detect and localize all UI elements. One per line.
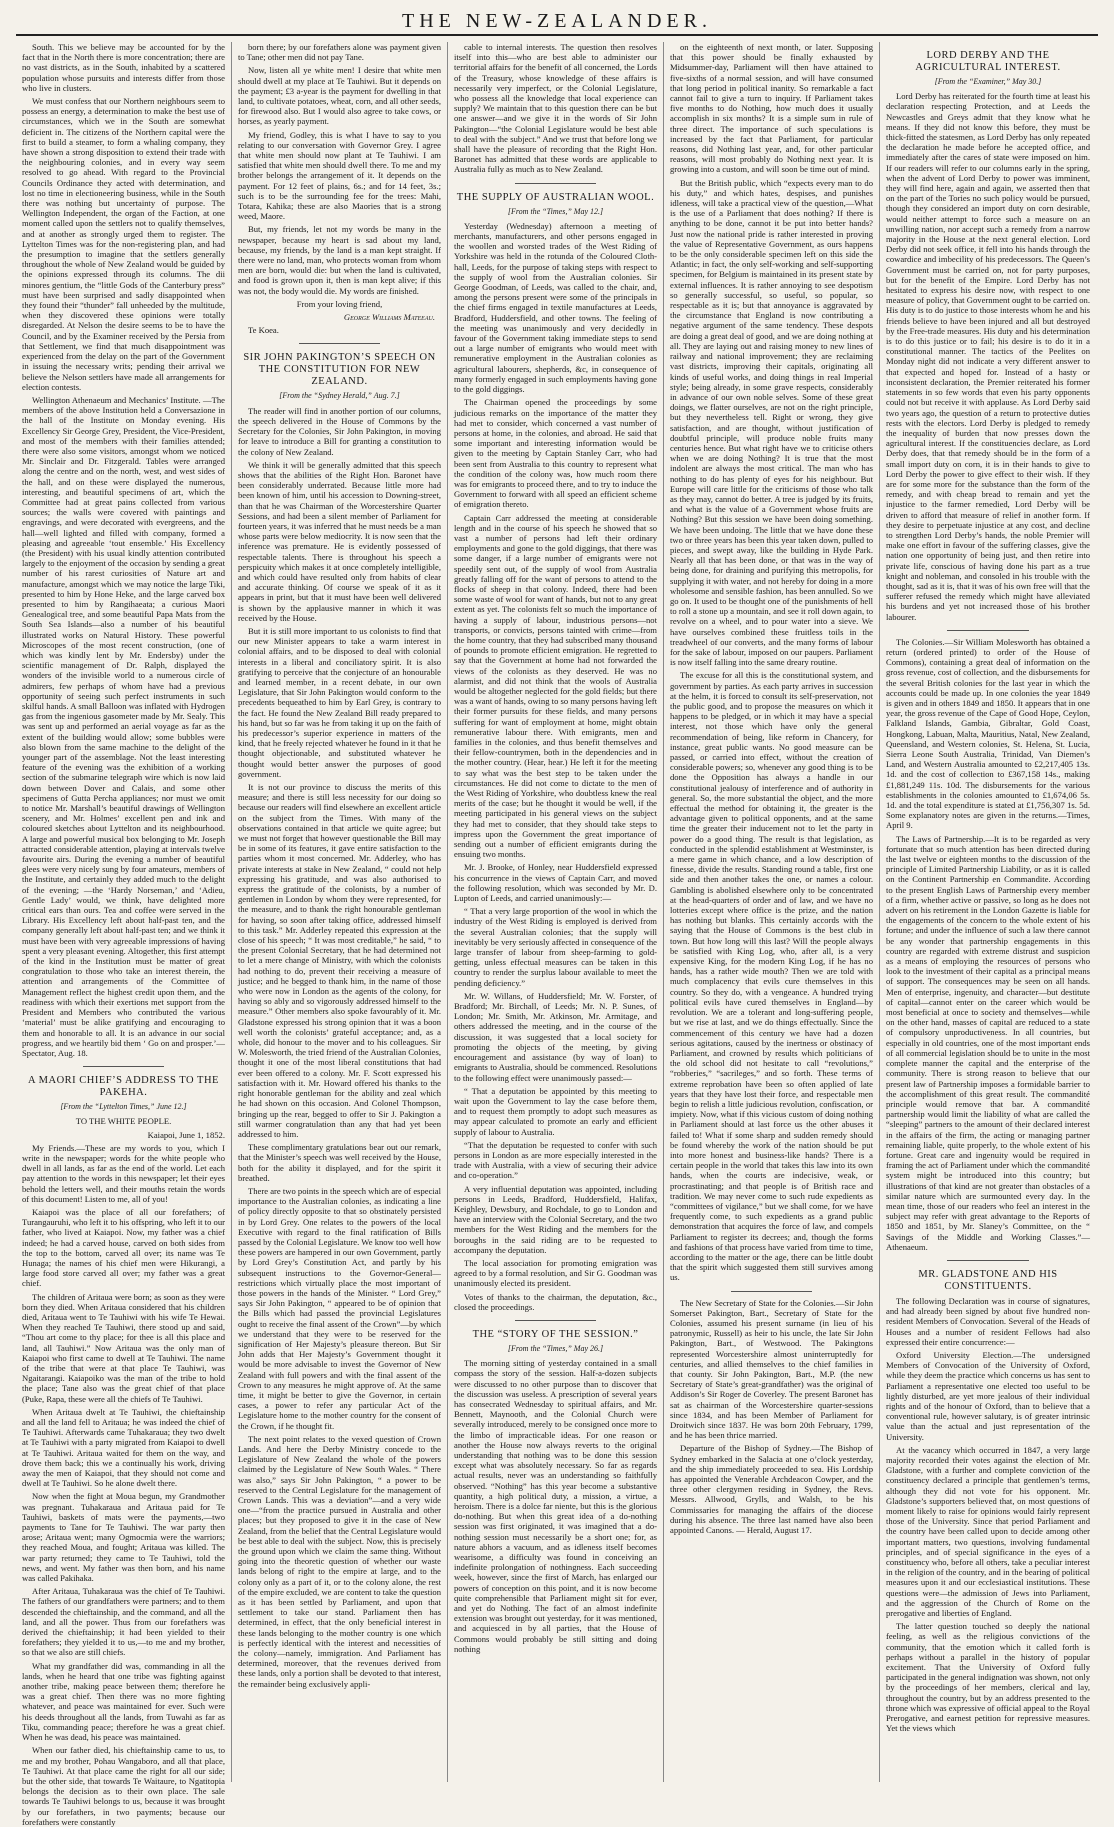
column-3 xyxy=(448,42,664,1782)
paragraph: The latter question touched so deeply the national feeling, as well as the religious convictions of the community, that the emotion which it called forth is perhaps without a parallel in the history of popular excitement. That the University of Oxford fully participated in the general indignation was shown, not only by the proceedings of her members, clerical and lay, throughout the country, but by an address presented to the throne which was expressive of official appeal to the Royal Prerogative, and earnest petition for repressive measures. Yet the views which xyxy=(886,1621,1090,1734)
article-heading: THE “STORY OF THE SESSION.” xyxy=(472,1328,639,1340)
column-5 xyxy=(880,42,1096,1782)
columns xyxy=(16,42,1098,1827)
article-heading: THE SUPPLY OF AUSTRALIAN WOOL. xyxy=(456,191,655,203)
paragraph: There are two points in the speech which are of especial importance to the Australian colonies, as indicating a line of policy directly opposite to that so obstinately persisted in by Lord Grey. One relates to the powers of the local Executive with regard to the final ratification of Bills passed by the Colonial Legislature. We know too well how these powers are hampered in our own Government, partly by Lord Grey’s Constitution Act, and partly by his subsequent instructions to the Governor-General—restrictions which virtually place the most important of those powers in the hands of the Minister. “ Lord Grey,” says Sir John Pakington, “ appeared to be of opinion that the Bills which had passed the provincial Legislatures ought to receive the final assent of the Crown”—by which we understand that they were to be reserved for the signification of Her Majesty’s pleasure thereon. But Sir John adds that Her Majesty’s Government thought it would be more advisable to invest the Governor of New Zealand with full powers and with the final assent of the Crown to any measures he might approve of. At the same time, it might be better to give the Governor, in certain cases, a power to refer any particular Act of the Legislature home to the mother country for the consent of the Crown, if he thought fit. xyxy=(238,1185,441,1431)
paragraph: After Aritaua, Tuhakaraua was the chief of Te Tauhiwi. The fathers of our grandfathers were partners; and to them descended the chieftainship, and the command, and all the land, and all the power. Thus from our forefathers was derived the chieftainship; it had been yielded to their forefathers; they yielded it to us,—to me and my brother, so that we also are still chiefs. xyxy=(22,1586,225,1658)
paragraph: “ That a deputation be appointed by this meeting to wait upon the Government to lay the case before them, and to request them promptly to adopt such measures as may appear calculated to promote an early and efficient supply of labour to Australia. xyxy=(454,1085,657,1137)
subheading: TO THE WHITE PEOPLE. xyxy=(75,1116,172,1127)
paragraph: What my grandfather did was, commanding in all the lands, when he heard that one tribe was fighting against another tribe, making peace between them; therefore he was a great chief. Then there was no more fighting whatever, and peace was maintained for ever. Such were his deeds throughout all the lands, from Tuwahi as far as Tiku, commanding peace; therefore he was a great chief. When he was dead, his peace was maintained. xyxy=(22,1660,225,1743)
paragraph: “ That a very large proportion of the wool in which the industry of the West Riding is employed is derived from the several Australian colonies; that the supply will inevitably be very seriously affected in consequence of the large transfer of labour from sheep-farming to gold-getting, unless effectual measures can be taken in this country to render the surplus labour available to meet the pending deficiency.” xyxy=(454,906,657,988)
paragraph: But it is still more important to us colonists to find that our new Minister appears to take a warm interest in colonial affairs, and to be disposed to deal with colonial interests in a liberal and conciliatory spirit. It is also gratifying to perceive that the conjecture of an honourable and learned member, in a recent debate, in our own Legislature, that Sir John Pakington would conform to the precedents bequeathed to him by Earl Grey, is contrary to the fact. He found the New Zealand Bill ready prepared to his hand, but so far was he from taking it up on the faith of his predecessor’s superior experience in matters of the kind, that he freely rejected whatever he found in it that he thought objectionable, and substituted whatever he thought would better answer the purposes of good government. xyxy=(238,625,441,779)
article-source: [From the “Times,” May 12.] xyxy=(507,206,604,216)
paragraph: But the British public, which “expects every man to do his duty,” and which hates, despises, and punishes idleness, will take a practical view of the question,—What is the use of a Parliament that does nothing? If there is anything to be done, cannot it be put into better hands? Just now the national pride is rather interested in proving the value of Representative Government, as ours happens to be the only considerable specimen left on this side the Atlantic; in fact, the only self-working and self-supporting specimen, for Belgium is maintained in its present state by external influences. It is rather annoying to see despotism so generally successful, so useful, so popular, so respectable as it is; but that annoyance is aggravated by the circumstance that England is now contributing a negative argument of the same tendency. These despots are doing a great deal of good, and we are doing nothing at all. They are laying out and raising money to new lines of railway and national improvement; they are reclaiming vast districts, improving their capitals, originating all kinds of useful works, and doing things in real Imperial style; being already, in some grave respects, considerably in advance of our own noble selves. Some of these great doings, we flatter ourselves, are not on the right principle, but they nevertheless tell. Right or wrong, they give satisfaction, and are thought, without justification of doubtful principle, will produce noble fruits many centuries hence. But what right have we to criticise others when we are doing Nothing? It is true that the most indolent are always the most critical. The man who has nothing to do has plenty of eyes for his neighbour. But Europe will care little for the criticisms of those who talk as they may, cannot do better. A tree is judged by its fruits, and what is the value of a Government whose fruits are Nothing? But this session we have been doing something. We have been undoing. The little that we have done these two or three years has been this year taken down, pulled to pieces, and swept away, like the building in Hyde Park. Nearly all that has been done, or that was in the way of being done, for draining and purifying this metropolis, for supplying it with water, and not hereby for doing in a more wholesome and sensible fashion, has been annulled. So we go on. It used to be thought one of the punishments of hell to roll a stone up a mountain, and see it roll down again, to revolve on a wheel, and to pour water into a sieve. We have ourselves combined these fruitless toils in the treadwheel of our converts, and the many forms of labour for the sake of labour, imposed on our paupers. Parliament is now itself falling into the same dreary routine. xyxy=(670,177,873,668)
paragraph: The next point relates to the vexed question of Crown Lands. And here the Derby Ministry concede to the Legislature of New Zealand the whole of the powers claimed by the Legislature of New South Wales. “ There was also,” says Sir John Pakington, “ a power to be reserved to the Central Legislature for the management of Crown Lands. This was a deviation”—and a very wide one—“from the practice pursued in Australia and other places; but they proposed to give it in the case of New Zealand, from the belief that the Central Legislature would be best able to deal with the subject. Now, this is precisely the ground upon which we claim the same thing. Without going into the theoretic question of whether our waste lands belong of right to the empire at large, and to the colony only as a part of it, or to the colony alone, the rest of the empire excluded, we are content to take the question as it has been settled by Parliament, and upon that settlement to take our stand. Parliament then has determined, in effect, that the only beneficial interest in these lands belonging to the mother country is one which is perfectly identical with the interest and necessities of the colony—namely, immigration. And Parliament has determined, moreover, that the revenues derived from these lands, only a portion shall be devoted to that interest, the remainder being exclusively appli- xyxy=(238,1433,441,1689)
paragraph: The Chairman opened the proceedings by some judicious remarks on the importance of the matter they had met to consider, which concerned a vast number of persons at home, in the colonies, and abroad. He said that some important and interesting information would be given to the meeting by Captain Stanley Carr, who had been sent from Australia to this country to represent what the condition of the colony was, how much room there was for emigrants to proceed there, and to try to induce the Government to forward with all speed an efficient scheme of emigration thereto. xyxy=(454,397,657,510)
paragraph: At the vacancy which occurred in 1847, a very large majority recorded their votes against the election of Mr. Gladstone, with a further and complete conviction of the constituency declared a principle that gentlemen’s terms, although they did not vote for his opponent. Mr. Gladstone’s supporters believed that, on most questions of moment likely to raise for opinions would fairly represent those of the University. Since that period Parliament and the country have been called upon to decide among other important matters, two questions, involving fundamental principles, and of special significance in the eyes of a constituency who, before all others, take a peculiar interest in the religion of the country, and in the bearing of political measures upon it and our ecclesiastical institutions. These questions were—the admission of Jews into Parliament, and the aggression of the Church of Rome on the prerogative and liberties of England. xyxy=(886,1444,1090,1619)
paragraph: South. This we believe may be accounted for by the fact that in the North there is more concentration; there are no vast districts, as in the South, inhabited by a scattered population whose pursuits and interests differ from those who live in clusters. xyxy=(22,42,225,93)
paragraph: Departure of the Bishop of Sydney.—The Bishop of Sydney embarked in the Salacia at one o’clock yesterday, and the ship immediately proceeded to sea. His Lordship has appointed the Venerable Archdeacon Cowper, and the three other clergymen residing in Sydney, the Revs. Messrs. Allwood, Grylls, and Walsh, to be his Commissaries for managing the affairs of the diocese during his absence. The three last named have also been appointed Canons. — Herald, August 17. xyxy=(670,1443,873,1536)
divider xyxy=(83,1066,164,1067)
paragraph: The New Secretary of State for the Colonies.—Sir John Somerset Pakington, Bart., Secretary of State for the Colonies, assumed his present surname (in lieu of his patronymic, Russell) as heir to his uncle, the late Sir John Pakington, Bart., of Westwood. The Pakingtons represented Worcestershire almost uninterruptedly for centuries, and allied themselves to the chief families in that county. Sir John Pakington, Bart., M.P. (the new Secretary of State’s great-grandfather) was the original of Addison’s Sir Roger de Coverley. The present Baronet has sat as chairman of the Worcestershire quarter-sessions since 1834, and has been Member of Parliament for Droitwich since 1837. He was born 20th February, 1799, and he has been thrice married. xyxy=(670,1297,873,1441)
divider xyxy=(515,1320,596,1321)
paragraph: When our father died, his chieftainship came to us, to me and my brother, Pohau Wangaboro, and all that place, Te Tauhiwi. At that place came the right for all our side; but the other side, that towards Te Waitaure, to Ngatitopia belongs the decision as to their own place. The sale towards Te Tauhiwi belongs to us, because it was brought by our forefathers, in two payments; because our forefathers were constantly xyxy=(22,1745,225,1827)
farewell: From your loving friend, xyxy=(296,298,383,309)
paragraph: Now when the fight at Moua begun, my Grandmother was pregnant. Tuhakaraua and Aritaua paid for Te Tauhiwi, baskets of mats were the payments,—two payments to Tane for Te Tauhiwi. The war party then arose; Aritaua went; many Ogmocmia were the warriors; they reached Moua, and fought; Aritaua was killed. The war party returned; they came to Te Tauhiwi, told the news, and went. My father was then born, and his name was called Pakihaka. xyxy=(22,1491,225,1584)
article-heading: MR. GLADSTONE AND HIS CONSTITUENTS. xyxy=(918,1268,1058,1292)
addressee: Te Koea. xyxy=(248,325,279,336)
paragraph: The Colonies.—Sir William Molesworth has obtained a return (ordered printed) to order of the House of Commons), containing a great deal of information on the gross revenue, cost of collection, and the disbursements for the several British colonies for the last year in which the accounts could be made up. In one colonies the year 1849 is given and in others 1849 and 1850. It appears that in one year, the gross revenue of the Cape of Good Hope, Ceylon, Falkland Islands, Gambia, Gibraltar, Gold Coast, Hongkong, Labuan, Malta, Mauritius, Natal, New Zealand, Queensland, and Western colonies, St. Helena, St. Lucia, Sierra Leone South Australia, Trinidad, Van Diemen’s Land, and Western Australia amounted to £2,217,405 13s. 1d. and the cost of collection to £367,158 14s., making £1,881,249 11s. 10d. The disbursements for the various establishments in the colonies amounted to £1,674,06 5s. 1d. and the total expenditure is stated at £1,756,307 1s. 5d. Some explanatory notes are given in the returns.—Times, April 9. xyxy=(886,636,1090,831)
paragraph: cable to internal interests. The question then resolves itself into this—who are best able to administer our territorial affairs for the benefit of all concerned, the Lords of the Treasury, whose knowledge of these affairs is necessarily very imperfect, or the Colonial Legislature, who possess all the knowledge that local experience can supply? We maintain that to this question there can be but one answer—and we give it in the words of Sir John Pakington—“the Colonial Legislature would be best able to deal with the subject.” And we trust that before long we shall have the pleasure of recording that the Right Hon. Baronet has admitted that these words are applicable to Australia fully as much as to New Zealand. xyxy=(454,42,657,175)
paragraph: Lord Derby has reiterated for the fourth time at least his declaration respecting Protection, and at Leeds the Newcastles and Greys admit that they know what he means. If they did not know this before, they must be thick-fitted the statesmen, as Lord Derby has only repeated the declaration he made before he accepted office, and immediately after the cares of state were imposed on him. If our readers will refer to our columns early in the spring, when the advent of Lord Derby to power was imminent, they will find here, again and again, we asserted then that on the part of the Tories no such policy would be pursued, though they considered an import duty on corn desirable, would neither attempt to force such a measure on an unwilling nation, nor accept such a remedy from a narrow majority in the House at the next general election. Lord Derby did not seek office, it fell into his hands through the cowardice and imbecility of his predecessors. The Queen’s Government must be carried on, not for party purposes, but for the benefit of the Empire. Lord Derby has not hesitated to express his desire now, with respect to one measure of policy, that Government ought to be carried on. His duty is to do justice to those interests whom he and his friends believe to have been injured and all but destroyed by the Free-trade measures. His duty and his determination is to do this justice or to fail; his desire is to do it in a constitutional manner. The tactics of the Peelites on Monday night did not indicate a very different answer to that expected and hoped for. Instead of a hasty or inconsistent declaration, the Premier reiterated his former statements in so few words that even his party opponents could not but receive it with applause. As Lord Derby said two years ago, the question of a return to protective duties rests with the electors. Lord Derby is pledged to remedy the inequality of burden that now presses down the agricultural interest. If the constituencies declare, as Lord Derby does, that that remedy should be in the form of a small import duty on corn, it is in their hands to give to Lord Derby the power to give effect to their wish. If they are for some more for the substance than the form of the remedy, and with cheap bread to remain and yet the injustice to the farmer remedied, Lord Derby will be driven to afford that measure of relief in another form. If they desire to perpetuate injustice at any cost, and decline to strengthen Lord Derby’s hands, the noble Premier will make one effort in favour of the suffering classes, give the nation one opportunity of being just, and then retire into private life, conscious of having done his part as a true knight and nobleman, and consoled in his trouble with the thought, sad as it is, that it was of his own free will that the sufferer refused the remedy which might have alleviated his burdens and yet not increased those of his brother labourer. xyxy=(886,91,1090,622)
paragraph: When Aritaua dwelt at Te Tauhiwi, the chieftainship and all the land fell to Aritaua; he was indeed the chief of Te Tauhiwi. Afterwards came Tuhakaraua; they two dwelt at Te Tauhiwi with a party migrated from Kaiapoi to dwell at Te Tauhiwi. Aritaua waited for them on the way, and drove them back; this we a continually his work, driving away the men of Kaiapoi, that they should not come and dwell at Te Tauhiwi. So he alone dwelt there. xyxy=(22,1406,225,1489)
paragraph: The excuse for all this is the constitutional system, and government by parties. As each party arrives in succession at the helm, it is forced to consult its self-preservation, not the public good, and to propose the measures on which it happens to be pledged, or in which it may have a special interest, not those which have only the general recommendation of being, like reform in Chancery, for instance, great public wants. No good measure can be passed, or carried into effect, without the creation of considerable powers; so, whenever any good thing is to be done the Opposition has always a handle in our constitutional jealousy of interference and of authority in general. So, the more substantial the object, and the more effectual the method for obtaining it, the greater is the advantage given to political opponents, and at the same time the greater their inducement not to let the party in power do a good thing. The result is that legislation, as conducted in the splendid establishment at Westminster, is a mere game in which chance, and a low description of finesse, divide the results. Standing round a table, first one side and then another takes the one, or names a colour. Gambling is abolished elsewhere only to be concentrated at the head-quarters of order and of law, and we have no lotteries except where office is the prize, and the nation has nothing but blanks. This certainly accords with the saying that the House of Commons is the best club in town. But how long will this last? Will the people always be satisfied with King Log, who, after all, is a very expensive King, for the modern King Log, if he has no hands, has a rather wide mouth? Then we are told with much complacency that evils cure themselves in this country. So they do, with a vengeance. A hundred trying political evils have cured themselves in England—by revolution. We are a tolerant and long-suffering people, but we rise at last, and we do things effectually. Since the commencement of this century we have had a dozen serious agitations, caused by the inertness or obstinacy of Parliament, and crowned by results which politicians of the old school did not hesitate to call “revolutions,” “robberies,” “sacrileges,” and so forth. These terms of extreme reprobation have been so often applied of late years that they have lost their force, and respectable men begin to relish a little judicious revolution, confiscation, or impiety. Now, what if this vicious custom of doing nothing in Parliament should at last force us the other abuses it failed to! What if some sharp and sudden remedy should be found whereby the work of the nation should be put into more honest and business-like hands? There is a certain people in the world that takes this law into its own hands, when the courts are indecisive, weak, or procrastinating; and that people is of British race and tradition. We may never come to such rude expedients as “committees of vigilance,” but we shall come, for we have frequently come, to such expedients as a grand public demonstration that acquires the force of law, and compels Parliament to register its decrees; and, though the forms and fashions of that process have varied from time to time, according to the matter or the age, there can be little doubt that the spirit which suggested them still survives among us. xyxy=(670,670,873,1283)
paragraph: We think it will be generally admitted that this speech shows that the abilities of the Right Hon. Baronet have been considerably underrated. Because little more had been known of him, until his accession to Downing-street, than that he was Chairman of the Worcestershire Quarter Sessions, and had been a silent member of Parliament for fourteen years, it was inferred that he must needs be a man whose parts were below mediocrity. It is now seen that the inference was premature. He is evidently possessed of respectable talents. There is throughout his speech a perspicuity which makes it at once completely intelligible, and which could have resulted only from habits of clear and accurate thinking. Of course we speak of it as it appears in print, but that it must have been well delivered is shown by the applausive manner in which it was received by the House. xyxy=(238,459,441,623)
masthead: THE NEW-ZEALANDER. xyxy=(16,8,1098,36)
paragraph: A very influential deputation was appointed, including persons in Leeds, Bradford, Huddersfield, Halifax, Keighley, Dewsbury, and Rochdale, to go to London and have an interview with the Colonial Secretary, and the two members for the West Riding and the members for the boroughs in the said riding are to be requested to accompany the deputation. xyxy=(454,1183,657,1255)
paragraph: We must confess that our Northern neighbours seem to possess an energy, a determination to make the best use of circumstances, which we in the South are somewhat deficient in. The citizens of the Northern capital were the first to build a steamer, to form a whaling company, they have shown a strong disposition to extend their trade with the neighbouring colonies, and in every way seem resolved to go ahead. With regard to the Provincial Councils Ordinance they acted with determination, and lost no time in electioneering business, while in the South there was nothing but uncertainty of purpose. The Wellington Independent, the organ of the Faction, at one moment called upon the settlers not to qualify themselves, and at another as strongly urged them to register. The Lyttelton Times was for the non-registering plan, and had the presumption to imagine that the settlers generally throughout the whole of New Zealand would be guided by the opinions expressed through its columns. The dii minores gentium, the “little Gods of the Canterbury press” must have been surprised and sadly disappointed when they found their “thunder” fall unheeded by the multitude, when they discovered these opinions were totally disregarded. At Nelson the desire seems to be to have the Council, and by the Examiner received by the Persia from that Settlement, we find that much disappointment was experienced from the delay on the part of the Government in issuing the necessary writs; pending their arrival we believe the Nelson settlers have made all arrangements for election contests. xyxy=(22,96,225,392)
paragraph: The morning sitting of yesterday contained in a small compass the story of the session. Half-a-dozen subjects were discussed to no other purpose than to discover that the discussion was useless. A prescription of several years has consecrated Wednesday to spiritual affairs, and Mr. Bennett, Maynooth, and the Colonial Church were severally introduced, merely to be consigned once more to the limbo of impracticable ideas. For one reason or another the House now always reverts to the original understanding that nothing was to be done this session except what was absolutely necessary. So far as regards actual results, never was an understanding so faithfully observed. “Nothing” has this year become a substantive quantity, a high political duty, a mission, a virtue, a heroism. There is a dolce far niente, but this is the glorious do-nothing. But when this great idea of a do-nothing session was first originated, it was imagined that a do-nothing session must necessarily be a short one; for, as nature abhors a vacuum, and as idleness itself becomes wearisome, a difficulty was found in conceiving an indefinite prolongation of nothingness. Each succeeding week, however, since the first of March, has enlarged our powers of conception on this point, and it is now become quite comprehensible that Parliament might sit for ever, and yet do Nothing. The fact of an almost indefinite extension was brought out yesterday, for it was mentioned, and acquiesced in by all parties, that the House of Commons would probably be still sitting and doing nothing xyxy=(454,1358,657,1654)
dateline: Kaiapoi, June 1, 1852. xyxy=(147,1129,225,1140)
article-heading: A MAORI CHIEF’S ADDRESS TO THE PAKEHA. xyxy=(28,1075,219,1099)
article-heading: SIR JOHN PAKINGTON’S SPEECH ON THE CONSTITUTION FOR NEW ZEALAND. xyxy=(243,352,436,388)
column-2 xyxy=(232,42,448,1782)
column-4 xyxy=(664,42,880,1782)
divider xyxy=(947,1260,1029,1261)
paragraph: It is not our province to discuss the merits of this measure; and there is still less necessity for our doing so because our readers will find elsewhere an excellent article on the subject from the Times. With many of the observations contained in that article we quite agree; but we must not forget that however questionable the Bill may be in some of its features, it gave entire satisfaction to the parties whom it most concerned. Mr. Adderley, who has private interests at stake in New Zealand, “ could not help expressing his gratitude, and was also authorised to express the gratitude of the colonists, by a number of gentlemen in London by whom they were represented, for the measure, and to thank the right honourable gentleman for having, so soon after taking office, addressed himself to this task.” Mr. Adderley repeated this expression at the close of his speech; “ It was most creditable,” he said, “ to the present Colonial Secretary, that he had determined not to let a mere change of Ministry, with which the colonists had nothing to do, prevent their receiving a measure of justice; and he begged to thank him, in the name of those who were now in London as the agents of the colony, for having so ably and so vigorously addressed himself to the measure.” Other members also spoke favourably of it. Mr. Gladstone expressed his strong opinion that it was a boon well worth the colonists’ grateful acceptance; and, as a whole, did honour to the mover and to his colleagues. Sir W. Molesworth, the tried friend of the Australian Colonies, thought it one of the most liberal constitutions that had ever been offered to a colony. Mr. F. Scott expressed his satisfaction with it. Mr. Howard offered his thanks to the right honorable gentleman for the ability and zeal which he had shown on this occasion. And Colonel Thompson, bringing up the rear, begged to offer to Sir J. Pakington a still warmer congratulation than any that had yet been addressed to him. xyxy=(238,782,441,1139)
paragraph: born there; by our forefathers alone was payment given to Tane; other men did not pay Tane. xyxy=(238,42,441,63)
paragraph: Mr. W. Willans, of Huddersfield; Mr. W. Forster, of Bradford; Mr. Birchall, of Leeds; Mr. N. P. Sunes, of London; Mr. Smith, Mr. Atkinson, Mr. Armitage, and others addressed the meeting, and in the course of the discussion, it was suggested that a local society for promoting the objects of the meeting, by giving encouragement and assistance (by way of loan) to emigrants to Australia, should be commenced. Resolutions to the following effect were unanimously passed:— xyxy=(454,990,657,1083)
paragraph: My friend, Godley, this is what I have to say to you relating to our conversation with Governor Grey. I agree that white men should now plant at Te Tauhiwi. I am satisfied that white men should dwell there. To me and my brother belongs the arrangement of it. It depends on the payment. For 12 feet of plains, 6s.; and for 14 feet, 3s.; such is to be the surrounding fee for the trees: Mahi, Totara, Kahika; these are also Maories that is a strong weed, Maore. xyxy=(238,129,441,222)
column-1 xyxy=(16,42,232,1827)
article-source: [From the “Times,” May 26.] xyxy=(507,1343,604,1353)
article-source: [From the “Sydney Herald,” Aug. 7.] xyxy=(279,391,400,401)
divider xyxy=(299,343,380,344)
paragraph: But, my friends, let not my words be many in the newspaper, because my heart is sad about my land, because, my friends, by the land is a man kept straight. If there were no land, man, who protects woman from whom men are born, would die: but when the land is cultivated, and food is grown upon it, then is man kept alive; if this was not, the body would die. My words are finished. xyxy=(238,224,441,296)
paragraph: These complimentary gratulations bear out our remark, that the Minister’s speech was well received by the House, both for the ability it displayed, and for the spirit it breathed. xyxy=(238,1142,441,1183)
paragraph: Now, listen all ye white men! I desire that white men should dwell at my place at Te Tauhiwi. But it depends on the payment; £3 a-year is the payment for dwelling in that land, to cultivate potatoes, wheat, corn, and all other seeds, for firewood also. But I would also agree to take cows, or horses, as yearly payment. xyxy=(238,65,441,127)
article-heading: LORD DERBY AND THE AGRICULTURAL INTEREST. xyxy=(915,50,1061,73)
paragraph: The reader will find in another portion of our columns, the speech delivered in the House of Commons by the Secretary for the Colonies, Sir John Pakington, in moving for leave to introduce a Bill for granting a constitution to the colony of New Zealand. xyxy=(238,405,441,457)
signature: George Williams Mateeau. xyxy=(343,312,435,323)
divider xyxy=(731,1291,812,1292)
divider xyxy=(947,630,1029,631)
paragraph: Votes of thanks to the chairman, the deputation, &c., closed the proceedings. xyxy=(454,1291,657,1312)
paragraph: “That the deputation be requested to confer with such persons in London as are more especially interested in the trade with Australia, with a view of securing their advice and co-operation.” xyxy=(454,1139,657,1181)
paragraph: The Laws of Partnership.—It is to be regarded as very fortunate that so much attention has been directed during the last twelve or eighteen months to the discussion of the principle of Limited Partnership Liability, or as it is called on the Continent Partnership en Commandite. According to the present English Laws of Partnership every member of a firm, whether active or passive, so long as he does not advert on his retirement in the London Gazette is liable for the engagements of the concern to the whole extent of his fortune; and under the influence of such a law there cannot be any wonder that partnership engagements in this country are regarded with extreme distrust and suspicion as a means of employing the resources of persons who look to the investment of their capital as a principal means of support. The consequences may be seen on all hands. Men of enterprise, ingenuity, and character—but destitute of capital—cannot enter on the career which would be most beneficial at once to society and themselves—while on the other hand, masses of capital are reduced to a state of compulsory unproductiveness. In all countries, but especially in old countries, one of the most important ends of all commercial legislation should be to unite in the most complete manner the capital and the enterprise of the community. There is strong reason to believe that our present law of Partnership imposes a formidable barrier to the accomplishment of this great result. The commandité principle would remove that bar. A commandité partnership would limit the liability of what are called the “sleeping” partners to the amount of their declared interest in the affairs of the firm, the acting or managing partner remaining liable, quite properly, to the whole extent of his fortune. Great care and ingenuity would be required in framing the act of Parliament under which the commandité system might be introduced into this country; but illustrations of that kind are not greater than obstacles of a similar nature which are surmounted every day. In the mean time, those of our readers who feel an interest in the subject may refer with great advantage to the Reports of 1850 and 1851, by Mr. Slaney’s Committee, on the “ Savings of the Middle and Working Classes.”—Athenaeum. xyxy=(886,833,1090,1252)
paragraph: Wellington Athenaeum and Mechanics’ Institute. —The members of the above Institution held a Conversazione in the hall of the Institute on Monday evening. His Excellency Sir George Grey, President, the Vice-President, and most of the members with their families attended; there were also some visitors, amongst whom we noticed Mr. Sinclair and Dr. Fitzgerald. Tables were arranged along the centre and on the north, west, and west sides of the hall, and on these were displayed the numerous, interesting, and beautiful specimens of art, which the Committee had at great pains collected from various sources; the walls were covered with paintings and engravings, and were decorated with evergreens, and the hall—well lighted and filled with company, formed a pleasing and agreeable ‘tout ensemble.’ His Excellency (the President) with his usual kindly attention contributed largely to the enjoyment of the occasion by sending a great number of his rarest curiosities of Nature art and manufacture, amongst which we may notice the large Tiki, presented to him by Hone Heke, and the large carved box presented to him by Rangihaeata; a curious Maori Genealogical tree, and some beautiful Papa Mats from the South Sea Islands—also a number of his beautiful illustrated works on Natural History. These powerful Microscopes of the most recent construction, (one of which was kindly lent by Mr. Endersby) under the scientific management of Dr. Ralph, displayed the wonders of the invisible world to a numerous circle of admirers, few perhaps of whom have had a previous opportunity of seeing such perfect instruments in such skilful hands. A small Balloon was inflated with Hydrogen gas from the ingenious gasometer made by Mr. Sealy. This was sent up and performed an aerial voyage as far as the extent of the building would allow; some bubbles were also blown from the same machine to the delight of the younger part of the assemblage. Not the least interesting feature of the evening was the exhibition of a working section of the submarine telegraph wire which is now laid down between Dover and Calais, and some other specimens of Gutta Percha appliances; nor must we omit to notice Mr. Marshall’s beautiful drawings of Wellington scenery, and Mr. Holmes’ excellent pen and ink and coloured sketches about Lyttelton and its neighbourhood. A large and powerful musical box belonging to Mr. Joseph attracted considerable attention, playing at intervals twelve favourite airs. During the evening a number of beautiful glees were very nicely sung by four amateurs, members of the Institute, and certainly they added much to the delight of the evening; —the ‘Hardy Norseman,’ and ‘Adieu, Gentle Lady’ would, we think, have delighted more critical ears than ours. Tea and coffee were served in the Library. His Excellency left about half-past ten, and the company generally left about half-past ten; and we think it must have been with very agreeable impressions of having spent a very pleasant evening. Altogether, this first attempt of the kind in the Institution must be matter of great congratulation to those who take an interest therein, the attention and arrangements of the Committee of Management reflect the highest credit upon them, and the readiness with which their exertions met support from the President and Members who contributed the various ‘material’ must be alike gratifying and encouraging to them and honorable to all. It is an advance in our social progress, and we heartily bid them ‘ Go on and prosper.’—Spectator, Aug. 18. xyxy=(22,394,225,1058)
paragraph: Kaiapoi was the place of all our forefathers; of Turangauruhi, who left it to his offspring, who left it to our father, who lived at Kaiapoi. Now, my father was a chief indeed; he had a carved house, carved on both sides from the top to the bottom, carved all over; its name was Te Hunaga; the names of his chief men were Hikurangi, a large food store carved all over; my father was a great chief. xyxy=(22,1206,225,1289)
paragraph: Oxford University Election.—The undersigned Members of Convocation of the University of Oxford, while they deem the practice which concerns us has sent to Parliament a representative one elected too useful to be lightly disturbed, are yet more jealous of their individual rights and of the honour of Oxford, than to believe that a conventional rule, however salutary, is of greater intrinsic value than the actual and just representation of the University. xyxy=(886,1349,1090,1442)
divider xyxy=(515,183,596,184)
paragraph: on the eighteenth of next month, or later. Supposing that this power should be finally exhausted by Midsummer-day, Parliament will then have attained to five-sixths of a normal session, and will have consumed that long period in political inanity. So remarkable a fact cannot fail to give a turn to inquiry. If Parliament takes five months to do Nothing, how much does it usually accomplish in six months? It is a simple sum in rule of three direct. The importance of such speculations is increased by the fact that Parliament, for particular reasons, did Nothing last year, and, for other particular reasons, will most probably do Nothing next year. It is growing into a custom, and will soon be time out of mind. xyxy=(670,42,873,175)
article-source: [From the “Examiner,” May 30.] xyxy=(934,77,1042,86)
paragraph: Captain Carr addressed the meeting at considerable length and in the course of his speech he showed that so vast a number of persons had left their ordinary employments and gone to the gold diggings, that there was some danger, if a large number of emigrants were not speedily sent out, of the supply of wool from Australia greatly falling off for the want of persons to attend to the flocks of sheep in that colony. Indeed, there had been some waste of wool for want of hands, but not to any great extent as yet. The colonists felt so much the importance of having a supply of labour, industrious persons—not transports, or convicts, persons tainted with crime—from the home country, that they had subscribed many thousand of pounds to promote efficient emigration. He regretted to say that the Government at home had not forwarded the views of the colonists as they deserved. He was no alarmist, and did not think that the wools of Australia would be altogether neglected for the gold fields; but there was a want of hands, owing to so many persons having left their former pursuits for these fields, and many persons suffering for want of employment at home, might obtain remunerative labour there. With emigrants, men and families in the colonies, and thus benefit themselves and their fellow-countrymen, both in the dependencies and in the mother country. (Hear, hear.) He left it for the meeting to say what was the best step to be taken under the circumstances. He did not come to dictate to the men of the West Riding of Yorkshire, who doubtless knew the real merits of the case; but he thought it would be well, if the meeting participated in his general views on the subject they had met to consider, that they should take steps to impress upon the Government the great importance of sending out a number of efficient emigrants during the ensuing two months. xyxy=(454,512,657,860)
article-source: [From the “Lyttelton Times,” June 12.] xyxy=(60,1102,187,1112)
paragraph: My Friends.—These are my words to you, which I write in the newspaper; words for the white people who dwell in all lands, as far as the end of the world. Let each pay attention to the words in this newspaper; let their eyes behold the letters well, and their mouths retain the words of this document! Listen to me, all of you! xyxy=(22,1142,225,1204)
paragraph: Yesterday (Wednesday) afternoon a meeting of merchants, manufacturers, and other persons engaged in the woollen and worsted trades of the West Riding of Yorkshire was held in the rotunda of the Coloured Cloth-hall, Leeds, for the purpose of taking steps with respect to the supply of wool from the Australian colonies. Sir George Goodman, of Leeds, was called to the chair, and, among the persons present were some of the principals in the chief firms engaged in textile manufactures at Leeds, Bradford, Huddersfield, and other towns. The feeling of the meeting was unanimously and very decidedly in favour of the Government taking immediate steps to send out a large number of emigrants who would meet with remunerative employment in the Australian colonies as agricultural labourers, shepherds, &c, in consequence of many formerly engaged in such employments having gone to the gold diggings. xyxy=(454,220,657,395)
paragraph: The following Declaration was in course of signatures, and had already been signed by about five hundred non-resident Members of Convocation. Several of the Heads of Houses and a number of resident Fellows had also expressed their entire concurrence:— xyxy=(886,1295,1090,1347)
paragraph: The local association for promoting emigration was agreed to by a formal resolution, and Sir G. Goodman was unanimously elected its president. xyxy=(454,1257,657,1289)
paragraph: The children of Aritaua were born; as soon as they were born they died. When Aritaua considered that his children died, Aritaua went to Te Tauhiwi with his wife Te Hewai. When they reached Te Tauhiwi, there stood up and said, “Thou art come to thy place; for thee is all this place and land, all Tauhiwi.” Now Aritaua was the only man of Kaiapoi who first came to dwell at Te Tauhiwi. The name of the tribe that were at that place Te Tauhiwi, was Ngaitarangi. Kaiapoiko was the man of the tribe to hold the place; Tane also was the great chief of that place (Puke, Rapa, these were all the chiefs of Te Tauhiwi. xyxy=(22,1291,225,1404)
paragraph: Mr. J. Brooke, of Honley, near Huddersfield expressed his concurrence in the views of Captain Carr, and moved the following resolution, which was seconded by Mr. D. Lupton of Leeds, and carried unanimously:— xyxy=(454,862,657,904)
